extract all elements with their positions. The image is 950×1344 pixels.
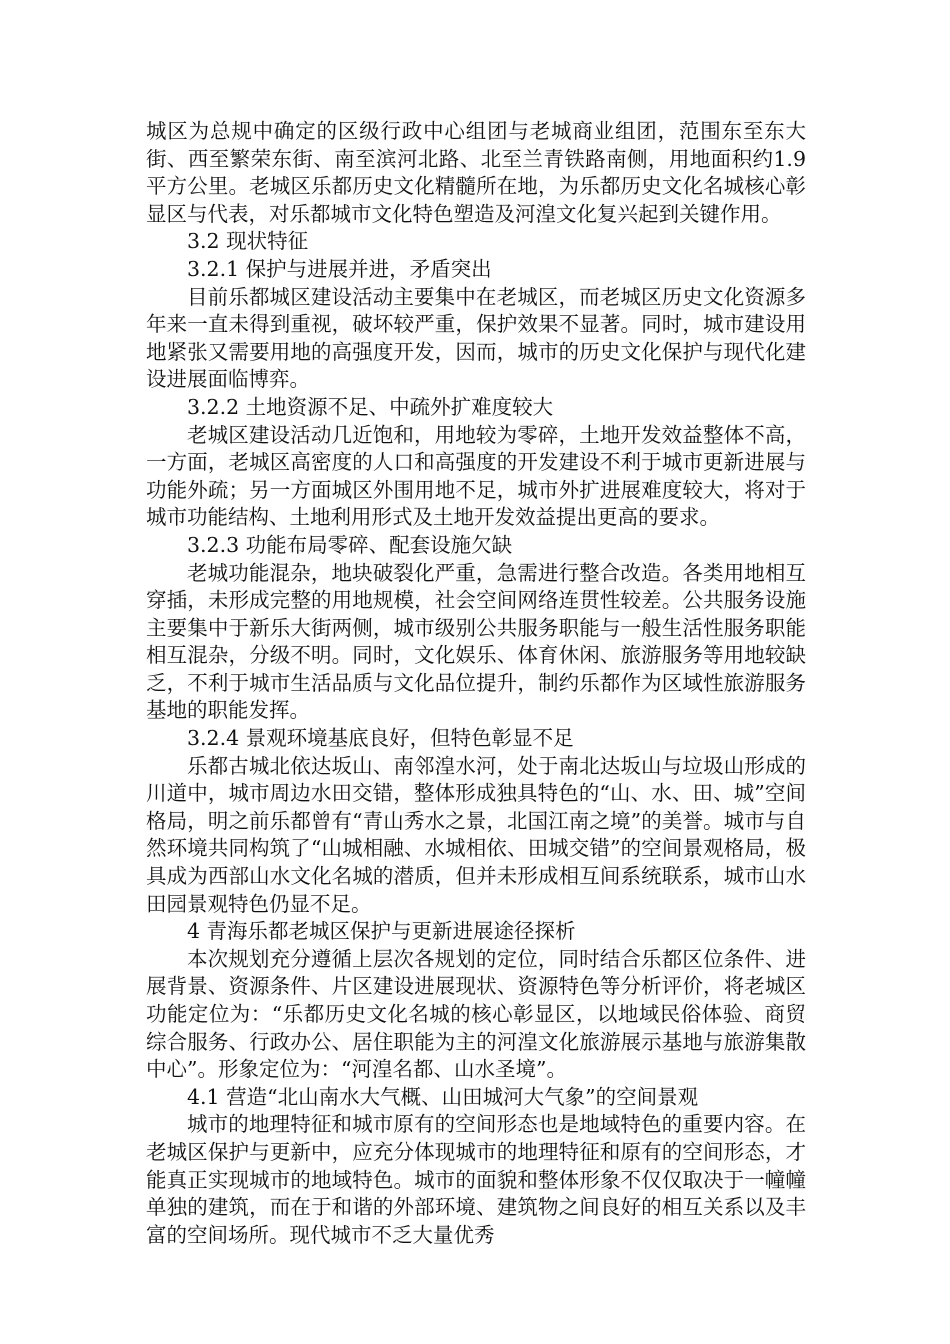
section-heading-4: 4 青海乐都老城区保护与更新进展途径探析 (187, 919, 576, 944)
section-heading-3-2-4: 3.2.4 景观环境基底良好，但特色彰显不足 (187, 726, 574, 751)
section-heading-4-1: 4.1 营造“北山南水大气概、山田城河大气象”的空间景观 (187, 1084, 699, 1109)
paragraph-intro-continued: 城区为总规中确定的区级行政中心组团与老城商业组团，范围东至东大街、西至繁荣东街、南至滨河北路、北至兰青铁路南侧，用地面积约1.9平方公里。老城区乐都历史文化精髓所在地，为乐都历史文化名城核心彰显区与代表，对乐都城市文化特色塑造及河湟文化复兴起到关键作用。 (146, 119, 806, 226)
section-heading-3-2-3: 3.2.3 功能布局零碎、配套设施欠缺 (187, 532, 513, 557)
paragraph-3-2-2: 老城区建设活动几近饱和，用地较为零碎，土地开发效益整体不高，一方面，老城区高密度的人口和高强度的开发建设不利于城市更新进展与功能外疏；另一方面城区外围用地不足，城市外扩进展难度较大，将对于城市功能结构、土地利用形式及土地开发效益提出更高的要求。 (146, 422, 806, 530)
section-heading-3-2-2: 3.2.2 土地资源不足、中疏外扩难度较大 (187, 394, 554, 419)
paragraph-4-1: 城市的地理特征和城市原有的空间形态也是地域特色的重要内容。在老城区保护与更新中，应充分体现城市的地理特征和原有的空间形态，才能真正实现城市的地域特色。城市的面貌和整体形象不仅仅取决于一幢幢单独的建筑，而在于和谐的外部环境、建筑物之间良好的相互关系以及丰富的空间场所。现代城市不乏大量优秀 (146, 1112, 806, 1247)
paragraph-3-2-3: 老城功能混杂，地块破裂化严重，急需进行整合改造。各类用地相互穿插，未形成完整的用地规模，社会空间网络连贯性较差。公共服务设施主要集中于新乐大街两侧，城市级别公共服务职能与一般生活性服务职能相互混杂，分级不明。同时，文化娱乐、体育休闲、旅游服务等用地较缺乏，不利于城市生活品质与文化品位提升，制约乐都作为区域性旅游服务基地的职能发挥。 (146, 560, 806, 723)
paragraph-3-2-4: 乐都古城北依达坂山、南邻湟水河，处于南北达坂山与垃圾山形成的川道中，城市周边水田交错，整体形成独具特色的“山、水、田、城”空间格局，明之前乐都曾有“青山秀水之景，北国江南之境”的美誉。城市与自然环境共同构筑了“山城相融、水城相依、田城交错”的空间景观格局，极具成为西部山水文化名城的潜质，但并未形成相互间系统联系，城市山水田园景观特色仍显不足。 (146, 753, 806, 916)
section-heading-3-2: 3.2 现状特征 (187, 229, 309, 254)
section-heading-3-2-1: 3.2.1 保护与进展并进，矛盾突出 (187, 256, 492, 281)
paragraph-3-2-1: 目前乐都城区建设活动主要集中在老城区，而老城区历史文化资源多年来一直未得到重视，破坏较严重，保护效果不显著。同时，城市建设用地紧张又需要用地的高强度开发，因而，城市的历史文化保护与现代化建设进展面临博弈。 (146, 284, 806, 392)
document-page (146, 118, 806, 1249)
paragraph-4: 本次规划充分遵循上层次各规划的定位，同时结合乐都区位条件、进展背景、资源条件、片区建设进展现状、资源特色等分析评价，将老城区功能定位为：“乐都历史文化名城的核心彰显区，以地域民俗体验、商贸综合服务、行政办公、居住职能为主的河湟文化旅游展示基地与旅游集散中心”。形象定位为：“河湟名都、山水圣境”。 (146, 946, 806, 1082)
